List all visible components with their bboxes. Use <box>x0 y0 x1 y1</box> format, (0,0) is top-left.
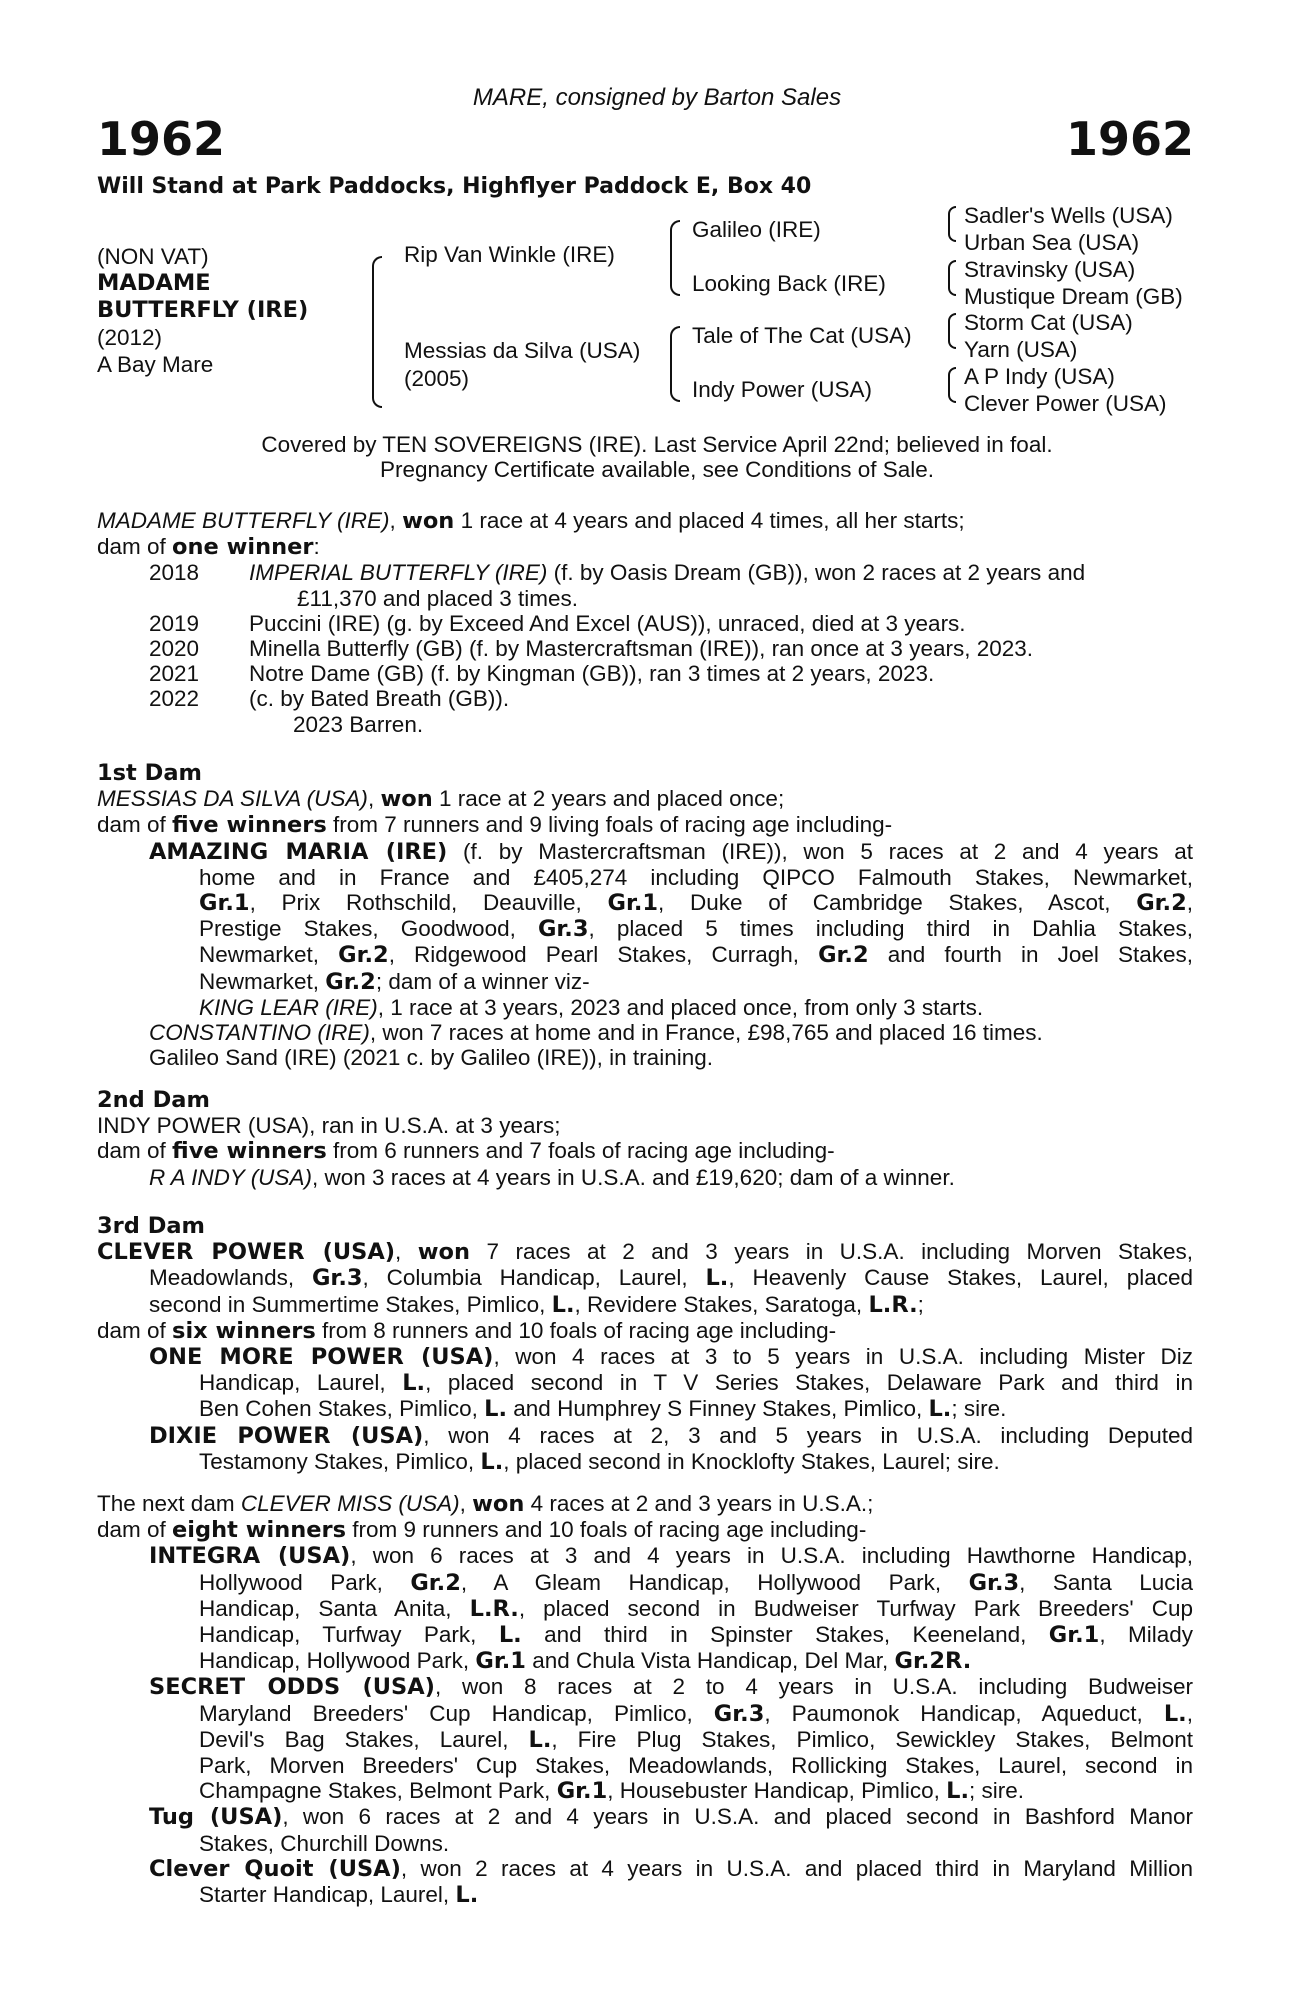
progeny-name: Tug (USA) <box>149 1804 283 1831</box>
progeny-name: DIXIE POWER (USA) <box>149 1422 424 1449</box>
pedigree-brace-sire-parents <box>670 220 680 296</box>
mare-race-record: 1 race at 4 years and placed 4 times, all her starts; <box>454 508 965 533</box>
first-dam-dam-of-tail: from 7 runners and 9 living foals of racing age including- <box>326 812 893 838</box>
second-dam-section: 2nd Dam INDY POWER (USA), ran in U.S.A. at 3 years; dam of five winners from 6 runners and 7 foals of racing age including- R A INDY (USA), won 3 races at 4 years in U.S.A. and £19,620; dam of a winner. <box>97 1088 1193 1190</box>
mare-name: MADAME BUTTERFLY (IRE) <box>97 508 390 533</box>
progeny-text: home and in France and £405,274 including QIPCO Falmouth Stakes, Newmarket, <box>199 864 1193 890</box>
third-dam-winners-count: six winners <box>172 1317 316 1344</box>
mare-winners-count: one winner <box>172 534 314 561</box>
next-dam-section: The next dam CLEVER MISS (USA), won 4 races at 2 and 3 years in U.S.A.; dam of eight winners from 9 runners and 10 foals of racing age including- INTEGRA (USA), won 6 races at 3 and 4 years in U.S.A. including Hawthorne Handicap, Hollywood Park, Gr.2, A Gleam Handicap, Hollywood Park, Gr.3, Santa Lucia Handicap, Santa Anita, L.R., placed second in Budweiser Turfway Park Breeders' Cup Handicap, Turfway Park, L. and third in Spinster Stakes, Keeneland, Gr.1, Milady Handicap, Hollywood Park, Gr.1 and Chula Vista Handicap, Del Mar, Gr.2R. SECRET ODDS (USA), won 8 races at 2 to 4 years in U.S.A. including Budweiser Maryland Breeders' Cup Handicap, Pimlico, Gr.3, Paumonok Handicap, Aqueduct, L., Devil's Bag Stakes, Laurel, L., Fire Plug Stakes, Pimlico, Sewickley Stakes, Belmont Park, Morven Breeders' Cup Stakes, Meadowlands, Rollicking Stakes, Laurel, second in Champagne Stakes, Belmont Park, Gr.1, Housebuster Handicap, Pimlico, L.; sire. Tug (USA), won 6 races at 2 and 4 years in U.S.A. and placed second in Bashford Manor Stakes, Churchill Downs. Clever Quoit (USA), won 2 races at 4 years in U.S.A. and placed third in Maryland Million Starter Handicap, Laurel, L. <box>97 1491 1194 1909</box>
produce-row <box>97 636 1193 661</box>
pedigree-dss: Storm Cat (USA) <box>964 310 1133 335</box>
progeny-text: , 1 race at 3 years, 2023 and placed once, from only 3 starts. <box>377 994 984 1020</box>
progeny-name: R A INDY (USA) <box>149 1164 312 1190</box>
third-dam-name: CLEVER POWER (USA) <box>97 1239 396 1266</box>
pedigree-brace-sire-dam <box>372 256 382 408</box>
mare-won: won <box>402 508 455 534</box>
lot-number-left: 1962 <box>97 112 226 166</box>
produce-row <box>97 560 1193 585</box>
third-dam-section: 3rd Dam CLEVER POWER (USA), won 7 races at 2 and 3 years in U.S.A. including Morven Stakes, Meadowlands, Gr.3, Columbia Handicap, Laurel, L., Heavenly Cause Stakes, Laurel, placed second in Summertime Stakes, Pimlico, L., Revidere Stakes, Saratoga, L.R.; dam of six winners from 8 runners and 10 foals of racing age including- ONE MORE POWER (USA), won 4 races at 3 to 5 years in U.S.A. including Mister Diz Handicap, Laurel, L., placed second in T V Series Stakes, Delaware Park and third in Ben Cohen Stakes, Pimlico, L. and Humphrey S Finney Stakes, Pimlico, L.; sire. DIXIE POWER (USA), won 4 races at 2, 3 and 5 years in U.S.A. including Deputed Testamony Stakes, Pimlico, L., placed second in Knocklofty Stakes, Laurel; sire. <box>97 1213 1193 1475</box>
pedigree-sire: Rip Van Winkle (IRE) <box>404 242 615 267</box>
barren-note: 2023 Barren. <box>293 711 424 737</box>
first-dam-name: MESSIAS DA SILVA (USA) <box>97 786 368 812</box>
progeny-text: Galileo Sand (IRE) (2021 c. by Galileo (IRE)), in training. <box>149 1045 713 1071</box>
progeny-name: KING LEAR (IRE) <box>199 994 378 1020</box>
covered-line-2: Pregnancy Certificate available, see Conditions of Sale. <box>379 457 935 482</box>
produce-text: (f. by Oasis Dream (GB)), won 2 races at 2 years and <box>547 560 1086 586</box>
pedigree-dam: Messias da Silva (USA) <box>404 338 641 363</box>
pedigree-dam-year: (2005) <box>404 366 470 391</box>
pedigree-brace-dam-parents <box>670 326 680 402</box>
pedigree-dam-sire: Tale of The Cat (USA) <box>692 323 912 348</box>
produce-year: 2018 <box>149 560 200 586</box>
progeny-name: CONSTANTINO (IRE) <box>149 1020 370 1046</box>
pedigree-dam-dam: Indy Power (USA) <box>692 377 873 402</box>
produce-text: Puccini (IRE) (g. by Exceed And Excel (AUS)), unraced, died at 3 years. <box>249 610 966 636</box>
horse-name-line2: BUTTERFLY (IRE) <box>97 297 309 323</box>
mare-dam-of-tail: : <box>313 534 320 560</box>
progeny-name: Clever Quoit (USA) <box>149 1855 401 1882</box>
lot-number-right: 1962 <box>1065 112 1194 166</box>
produce-text: Notre Dame (GB) (f. by Kingman (GB)), ran 3 times at 2 years, 2023. <box>249 661 935 687</box>
produce-year: 2019 <box>149 610 200 636</box>
progeny-name: INTEGRA (USA) <box>149 1543 351 1570</box>
pedigree-brace-gen3-1 <box>948 206 956 242</box>
vat-status: (NON VAT) <box>97 244 209 269</box>
pedigree-brace-gen3-4 <box>948 367 956 403</box>
pedigree-sire-sire: Galileo (IRE) <box>692 217 821 242</box>
first-dam-heading: 1st Dam <box>97 760 202 786</box>
pedigree-ddd: Clever Power (USA) <box>964 391 1167 416</box>
produce-row <box>97 611 1193 636</box>
produce-year: 2022 <box>149 686 200 712</box>
location-line: Will Stand at Park Paddocks, Highflyer Paddock E, Box 40 <box>97 174 812 199</box>
covered-note <box>0 432 1314 482</box>
produce-name: IMPERIAL BUTTERFLY (IRE) <box>249 560 548 586</box>
first-dam-winners-count: five winners <box>172 812 327 839</box>
pedigree-sdd: Mustique Dream (GB) <box>964 284 1183 309</box>
covered-line-1: Covered by TEN SOVEREIGNS (IRE). Last Service April 22nd; believed in foal. <box>261 432 1053 457</box>
second-dam-winners-count: five winners <box>172 1138 327 1165</box>
pedigree-brace-gen3-3 <box>948 313 956 349</box>
consignor-line: MARE, consigned by Barton Sales <box>472 84 842 111</box>
progeny-text: , won 3 races at 4 years in U.S.A. and £19,620; dam of a winner. <box>311 1164 955 1190</box>
first-dam-record: 1 race at 2 years and placed once; <box>432 786 785 812</box>
third-dam-heading: 3rd Dam <box>97 1213 205 1239</box>
first-dam-dam-of: dam of <box>97 812 173 838</box>
pedigree-sire-dam: Looking Back (IRE) <box>692 271 886 296</box>
pedigree-dds: A P Indy (USA) <box>964 364 1115 389</box>
horse-description: A Bay Mare <box>97 352 214 377</box>
horse-name-line1: MADAME <box>97 270 211 296</box>
next-dam-winners-count: eight winners <box>172 1517 347 1544</box>
progeny-name: SECRET ODDS (USA) <box>149 1674 435 1701</box>
pedigree-brace-gen3-2 <box>948 260 956 296</box>
horse-foaling-year: (2012) <box>97 325 163 350</box>
produce-row <box>97 686 1193 711</box>
progeny-text: , won 7 races at home and in France, £98,765 and placed 16 times. <box>369 1020 1043 1046</box>
produce-text: (c. by Bated Breath (GB)). <box>249 686 510 712</box>
produce-year: 2021 <box>149 661 200 687</box>
pedigree-sds: Stravinsky (USA) <box>964 257 1136 282</box>
progeny-name: ONE MORE POWER (USA) <box>149 1344 494 1371</box>
pedigree-dsd: Yarn (USA) <box>964 337 1078 362</box>
mare-record: MADAME BUTTERFLY (IRE), won 1 race at 4 years and placed 4 times, all her starts; dam of one winner: 2018 IMPERIAL BUTTERFLY (IRE) (f. by Oasis Dream (GB)), won 2 races at 2 years and £11,370 and placed 3 times. 2019 Puccini (IRE) (g. by Exceed And Excel (AUS)), unraced, died at 3 years. 2020 Minella Butterfly (GB) (f. by Mastercraftsman (IRE)), ran once at 3 years, 2023. 2021 Notre Dame (GB) (f. by Kingman (GB)), ran 3 times at 2 years, 2023. 2022 (c. by Bated Breath (GB)). 2023 Barren. <box>97 508 1193 737</box>
pedigree-sss: Sadler's Wells (USA) <box>964 203 1173 228</box>
pedigree-ssd: Urban Sea (USA) <box>964 230 1140 255</box>
first-dam-won: won <box>380 786 433 813</box>
progeny-name: AMAZING MARIA (IRE) <box>149 838 448 865</box>
produce-2018-continued: £11,370 and placed 3 times. <box>297 585 579 611</box>
second-dam-heading: 2nd Dam <box>97 1087 210 1113</box>
progeny-text: (f. by Mastercraftsman (IRE)), won 5 races at 2 and 4 years at <box>447 838 1193 864</box>
next-dam-name: CLEVER MISS (USA) <box>240 1491 460 1516</box>
second-dam-record: INDY POWER (USA), ran in U.S.A. at 3 years; <box>97 1113 561 1139</box>
first-dam-section: 1st Dam MESSIAS DA SILVA (USA), won 1 race at 2 years and placed once; dam of five winners from 7 runners and 9 living foals of racing age including- AMAZING MARIA (IRE) (f. by Mastercraftsman (IRE)), won 5 races at 2 and 4 years at home and in France and £405,274 including QIPCO Falmouth Stakes, Newmarket, Gr.1, Prix Rothschild, Deauville, Gr.1, Duke of Cambridge Stakes, Ascot, Gr.2, Prestige Stakes, Goodwood, Gr.3, placed 5 times including third in Dahlia Stakes, Newmarket, Gr.2, Ridgewood Pearl Stakes, Curragh, Gr.2 and fourth in Joel Stakes, Newmarket, Gr.2; dam of a winner viz- KING LEAR (IRE), 1 race at 3 years, 2023 and placed once, from only 3 starts. CONSTANTINO (IRE), won 7 races at home and in France, £98,765 and placed 16 times. Galileo Sand (IRE) (2021 c. by Galileo (IRE)), in training. <box>97 760 1194 1071</box>
mare-dam-of: dam of <box>97 534 173 560</box>
produce-text: Minella Butterfly (GB) (f. by Mastercraftsman (IRE)), ran once at 3 years, 2023. <box>249 636 1034 662</box>
produce-row <box>97 661 1193 686</box>
produce-year: 2020 <box>149 636 200 662</box>
horse-identity <box>97 243 308 378</box>
